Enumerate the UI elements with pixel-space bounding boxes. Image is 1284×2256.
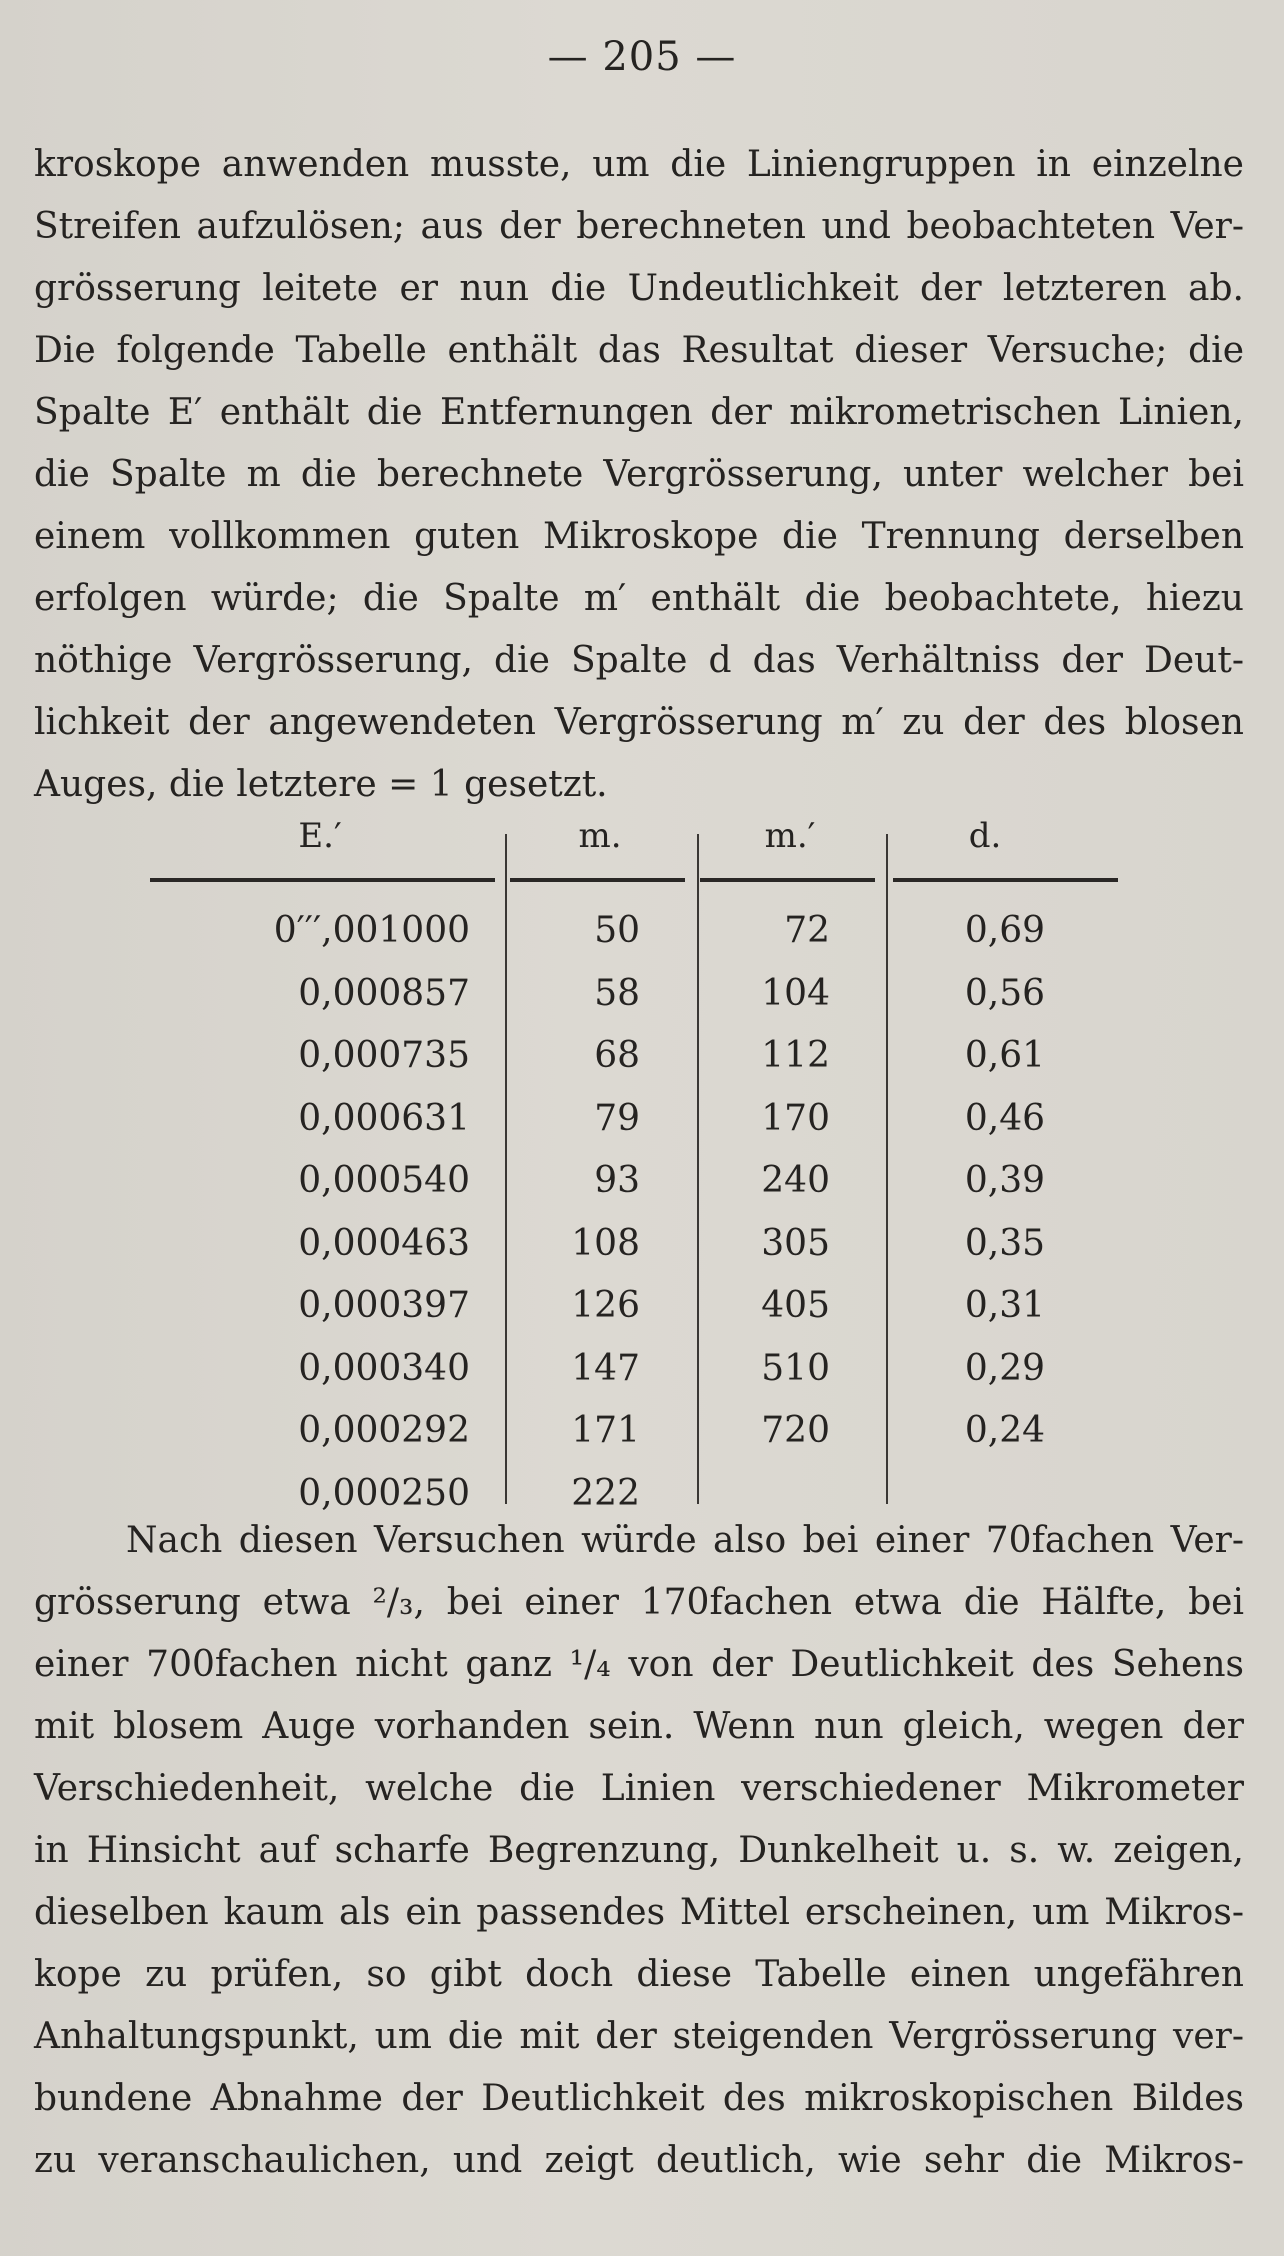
table-cell: 0,000540 [298,1160,470,1201]
text-line: mit blosem Auge vorhanden sein. Wenn nun gleich, wegen der [34,1706,1244,1747]
column-divider [505,834,507,1504]
text-line: Verschiedenheit, welche die Linien verschiedener Mikrometer [34,1768,1244,1809]
text-line: einem vollkommen guten Mikroskope die Trennung derselben [34,516,1244,557]
table-cell: 93 [594,1160,640,1201]
header-rule [700,878,875,882]
table-cell: 0,24 [964,1410,1045,1451]
table-cell: 720 [761,1410,830,1451]
header-rule [893,878,1118,882]
table-cell: 240 [761,1160,830,1201]
column-divider [697,834,699,1504]
text-line: lichkeit der angewendeten Vergrösserung m′ zu der des blosen [34,702,1244,743]
table-cell: 305 [761,1222,830,1264]
table-cell: 112 [761,1035,830,1076]
text-line: zu veranschaulichen, und zeigt deutlich, wie sehr die Mikros- [34,2140,1244,2181]
page-number: — 205 — [547,34,737,80]
column-d-values [925,900,1045,1525]
text-line: die Spalte m die berechnete Vergrösserung, unter welcher bei [34,454,1244,495]
column-m-prime-values [720,900,830,1525]
paragraph-intro [34,134,1244,816]
text-line: nöthige Vergrösserung, die Spalte d das Verhältniss der Deut- [34,640,1244,681]
text-line: grösserung etwa ²/₃, bei einer 170fachen etwa die Hälfte, bei [34,1582,1244,1623]
table-cell: 405 [761,1285,830,1326]
header-rule [150,878,495,882]
table-cell: 108 [571,1222,640,1264]
table-cell: 0,000397 [298,1285,470,1326]
table-cell: 104 [761,972,830,1014]
text-line: in Hinsicht auf scharfe Begrenzung, Dunkelheit u. s. w. zeigen, [34,1830,1244,1871]
table-cell: 72 [784,910,830,951]
table-cell: 0,69 [964,910,1045,951]
column-header-m-prime: m.′ [764,816,816,856]
table-cell: 0,61 [964,1035,1045,1076]
text-line: dieselben kaum als ein passendes Mittel erscheinen, um Mikros- [34,1892,1244,1933]
table-cell: 0,000250 [298,1472,470,1514]
table-cell: 0,000292 [298,1410,470,1451]
text-line: Spalte E′ enthält die Entfernungen der mikrometrischen Linien, [34,392,1244,433]
table-cell: 68 [594,1035,640,1076]
column-m-values [530,900,640,1525]
magnification-table [0,812,1284,1532]
table-cell: 147 [571,1347,640,1389]
table-cell: 0,000631 [298,1097,470,1139]
table-cell: 126 [571,1285,640,1326]
table-cell: 0,000340 [298,1347,470,1389]
text-line: erfolgen würde; die Spalte m′ enthält die beobachtete, hiezu [34,578,1244,619]
table-cell: 0,000463 [298,1222,470,1264]
table-cell: 0,46 [964,1097,1045,1139]
text-line: einer 700fachen nicht ganz ¹/₄ von der Deutlichkeit des Sehens [34,1644,1244,1685]
text-line: Nach diesen Versuchen würde also bei einer 70fachen Ver- [126,1520,1244,1561]
table-cell: 50 [594,910,640,951]
column-header-e: E.′ [298,816,342,856]
table-cell: 0,000857 [298,972,470,1014]
table-cell: 0,29 [964,1347,1045,1389]
table-cell: 0,35 [964,1222,1045,1264]
table-cell: 58 [594,972,640,1014]
table-cell: 171 [571,1410,640,1451]
column-divider [886,834,888,1504]
paragraph-conclusion [34,1510,1244,2192]
table-cell: 0,56 [964,972,1045,1014]
header-rule [510,878,685,882]
table-cell: 0,31 [964,1285,1045,1326]
text-line: Anhaltungspunkt, um die mit der steigenden Vergrösserung ver- [34,2016,1244,2057]
text-line: grösserung leitete er nun die Undeutlichkeit der letzteren ab. [34,268,1244,309]
column-e-values [210,900,470,1525]
table-cell: 510 [761,1347,830,1389]
text-line: Streifen aufzulösen; aus der berechneten und beobachteten Ver- [34,206,1244,247]
text-line: Die folgende Tabelle enthält das Resultat dieser Versuche; die [34,330,1244,371]
text-line: kope zu prüfen, so gibt doch diese Tabelle einen ungefähren [34,1954,1244,1995]
table-cell: 79 [594,1097,640,1139]
table-cell: 0,39 [964,1160,1045,1201]
table-cell: 170 [761,1097,830,1139]
text-line: Auges, die letztere = 1 gesetzt. [34,764,608,805]
table-cell: 0,000735 [298,1035,470,1076]
column-header-d: d. [968,816,1002,856]
text-line: kroskope anwenden musste, um die Liniengruppen in einzelne [34,144,1244,185]
text-line: bundene Abnahme der Deutlichkeit des mikroskopischen Bildes [34,2078,1244,2119]
table-cell: 0′′′,001000 [273,910,470,951]
table-cell: 222 [571,1472,640,1514]
column-header-m: m. [578,816,622,856]
